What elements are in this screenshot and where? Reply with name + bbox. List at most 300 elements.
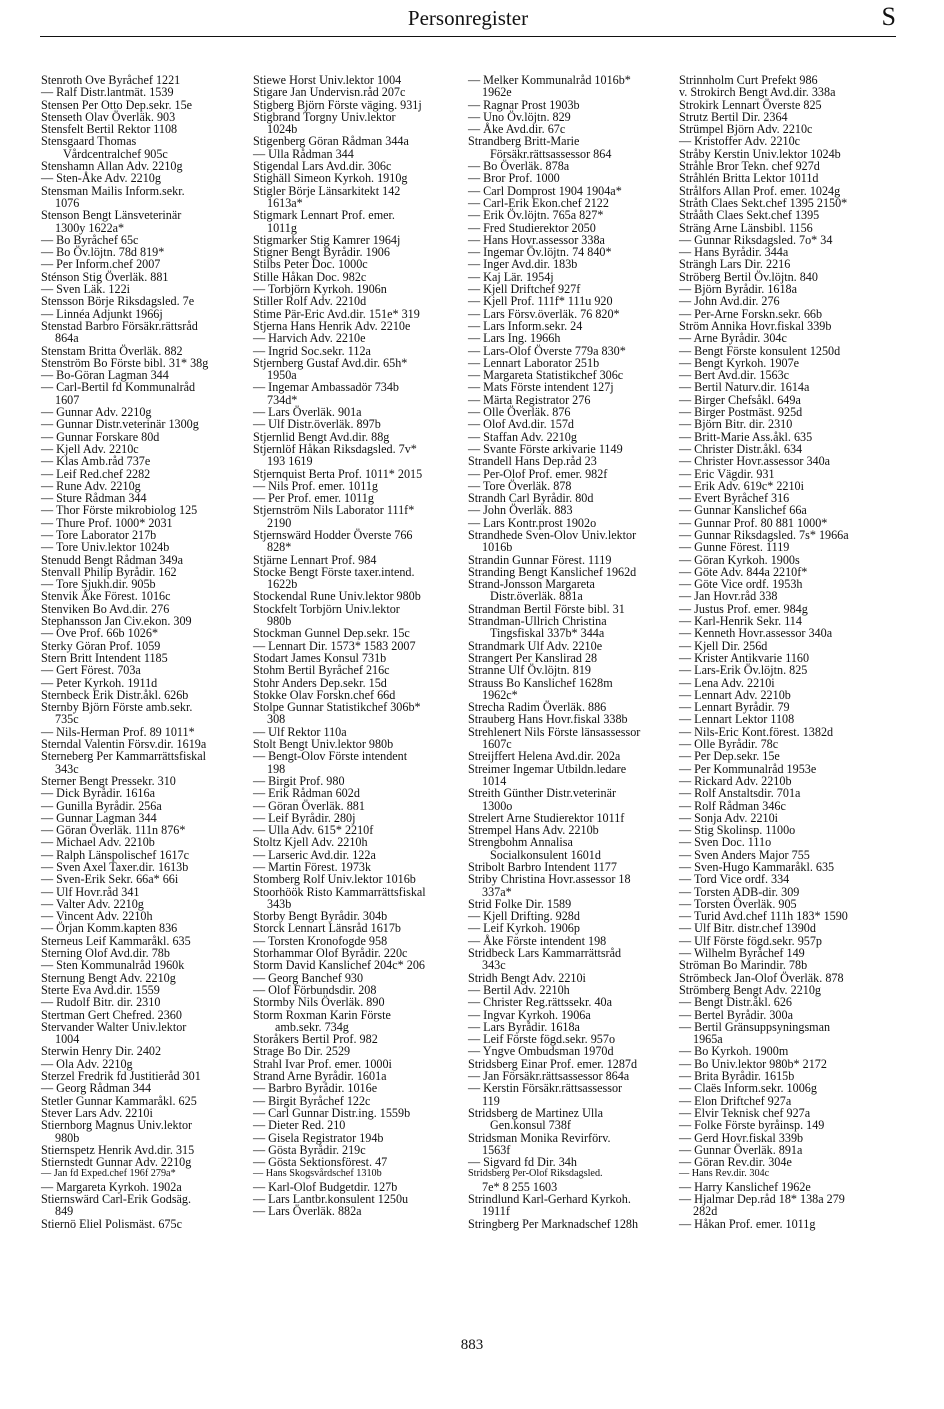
register-entry: Stigner Bengt Byrådir. 1906	[253, 245, 390, 260]
register-entry: Strandin Gunnar Förest. 1119	[468, 552, 612, 567]
register-entry: Streith Günther Distr.veterinär	[468, 786, 617, 801]
register-entry: — Sven Läk. 122i	[41, 282, 131, 297]
register-entry: Ström Annika Hovr.fiskal 339b	[679, 318, 832, 333]
register-entry: — Larseric Avd.dir. 122a	[253, 847, 376, 862]
register-entry: — Staffan Adv. 2210g	[468, 429, 577, 444]
register-entry: — Björn Bitr. dir. 2310	[679, 417, 793, 432]
register-entry: Sternbeck Erik Distr.åkl. 626b	[41, 687, 189, 702]
register-entry: Stolt Bengt Univ.lektor 980b	[253, 737, 394, 752]
register-entry: — Svante Förste arkivarie 1149	[468, 441, 623, 456]
register-entry: Sténson Stig Överläk. 881	[41, 269, 169, 284]
register-entry: Stigler Börje Länsarkitekt 142	[253, 183, 401, 198]
register-entry: — Gunnar Forskare 80d	[41, 429, 160, 444]
register-entry: — Birger Postmäst. 925d	[679, 405, 803, 420]
register-entry: — Leif Red.chef 2282	[41, 466, 151, 481]
register-entry: — Tore Univ.lektor 1024b	[41, 540, 170, 555]
register-entry: amb.sekr. 734g	[275, 1019, 349, 1034]
register-entry: Strümpel Björn Adv. 2210c	[679, 122, 813, 137]
register-entry: — Lennart Adv. 2210b	[679, 687, 791, 702]
register-entry: Stilbs Peter Doc. 1000c	[253, 257, 368, 272]
register-entry: — Ulf Hovr.råd 341	[41, 884, 140, 899]
register-entry: Stervander Walter Univ.lektor	[41, 1019, 187, 1034]
register-entry: Stråth Claes Sekt.chef 1395 2150*	[679, 195, 848, 210]
register-entry: — Gunnar Riksdagsled. 7o* 34	[679, 232, 833, 247]
register-entry: 1607c	[482, 737, 512, 752]
register-entry: Stråhle Bror Tekn. chef 927d	[679, 159, 820, 174]
register-entry: — Lennart Byrådir. 79	[679, 700, 790, 715]
register-entry: 734d*	[267, 392, 298, 407]
register-entry: — Lars Kontr.prost 1902o	[468, 515, 597, 530]
register-entry: v. Strokirch Bengt Avd.dir. 338a	[679, 85, 836, 100]
register-entry: 1014	[482, 773, 507, 788]
register-entry: Stolpe Gunnar Statistikchef 306b*	[253, 700, 421, 715]
register-entry: — Leif Förste fögd.sekr. 957o	[468, 1032, 616, 1047]
register-entry: Stridsberg Einar Prof. emer. 1287d	[468, 1056, 638, 1071]
register-entry: — Ulf Förste fögd.sekr. 957p	[679, 933, 822, 948]
register-entry: — Gunnar Adv. 2210g	[41, 405, 152, 420]
register-entry: — Nils Prof. emer. 1011g	[253, 478, 378, 493]
register-entry: — Bo Univ.lektor 980b* 2172	[679, 1056, 827, 1071]
register-entry: Ströman Bo Marindir. 78b	[679, 958, 808, 973]
register-entry: — Eric Vägdir. 931	[679, 466, 775, 481]
register-entry: Strecha Radim Överläk. 886	[468, 700, 607, 715]
register-entry: — Lars-Olof Överste 779a 830*	[468, 343, 626, 358]
register-entry: Strutz Bertil Dir. 2364	[679, 109, 788, 124]
register-entry: Sterwin Henry Dir. 2402	[41, 1044, 162, 1059]
register-entry: — Gunnar Kanslichef 66a	[679, 503, 807, 518]
register-entry: Striby Christina Hovr.assessor 18	[468, 872, 631, 887]
register-entry: 980b	[267, 614, 292, 629]
register-entry: Stridsberg Per-Olof Riksdagsled.	[468, 1168, 603, 1180]
register-entry: Stensfelt Bertil Rektor 1108	[41, 122, 178, 137]
register-entry: Stenviken Bo Avd.dir. 276	[41, 601, 170, 616]
register-entry: — Sven Axel Taxer.dir. 1613b	[41, 860, 189, 874]
register-entry: 1300o	[482, 798, 513, 813]
register-entry: Stighäll Simeon Kyrkoh. 1910g	[253, 171, 408, 186]
register-entry: — Yngve Ombudsman 1970d	[468, 1044, 614, 1059]
register-entry: — Gunnar Prof. 80 881 1000*	[679, 515, 828, 530]
register-entry: — Georg Rådman 344	[41, 1081, 152, 1096]
register-entry: Stigmarker Stig Kamrer 1964j	[253, 232, 401, 247]
register-entry: Strand-Jonsson Margareta	[468, 577, 595, 592]
register-entry: — Hans Hovr.assessor 338a	[468, 232, 605, 247]
register-entry: Stohr Anders Dep.sekr. 15d	[253, 675, 387, 690]
register-entry: Stever Lars Adv. 2210i	[41, 1105, 153, 1120]
register-entry: — Bo-Göran Lagman 344	[41, 368, 169, 383]
register-entry: — Sten-Åke Adv. 2210g	[41, 171, 161, 186]
register-entry: 1004	[55, 1032, 80, 1047]
register-entry: Strokirk Lennart Överste 825	[679, 97, 822, 112]
register-entry: — Ulf Bitr. distr.chef 1390d	[679, 921, 816, 936]
register-entry: 1024b	[267, 122, 298, 137]
column-4	[679, 74, 889, 1230]
register-entry: Stensen Per Otto Dep.sekr. 15e	[41, 97, 193, 112]
register-entry: Stringberg Per Marknadschef 128h	[468, 1216, 639, 1231]
register-entry: Stetler Gunnar Kammaråkl. 625	[41, 1093, 197, 1108]
register-entry: Stiernstedt Gunnar Adv. 2210g	[41, 1155, 192, 1170]
register-entry: 980b	[55, 1130, 80, 1145]
register-entry: Stodart James Konsul 731b	[253, 650, 387, 665]
register-entry: — Sven-Erik Sekr. 66a* 66i	[41, 872, 179, 887]
register-entry: — Wilhelm Byråchef 149	[679, 946, 805, 961]
page-number: 883	[460, 1337, 484, 1353]
register-entry: — John Överläk. 883	[468, 503, 573, 518]
register-entry: Sterndal Valentin Försv.dir. 1619a	[41, 737, 207, 752]
register-entry: Strandberg Britt-Marie	[468, 134, 580, 149]
register-entry: 1016b	[482, 540, 513, 555]
register-entry: — Kerstin Försäkr.rättsassessor	[468, 1081, 623, 1096]
register-entry: — Claës Inform.sekr. 1006g	[679, 1081, 817, 1096]
register-entry: Strandman-Ullrich Christina	[468, 614, 607, 629]
register-entry: Stribolt Barbro Intendent 1177	[468, 860, 617, 874]
register-entry: — Bengt Förste konsulent 1250d	[679, 343, 841, 358]
register-entry: Strindlund Karl-Gerhard Kyrkoh.	[468, 1192, 631, 1207]
register-entry: Strelert Arne Studierektor 1011f	[468, 810, 625, 825]
register-entry: Försäkr.rättsassessor 864	[490, 146, 612, 161]
register-entry: — Sven Anders Major 755	[679, 847, 810, 862]
register-entry: Strengbohm Annalisa	[468, 835, 573, 850]
register-entry: — Bo Överläk. 878a	[468, 159, 570, 174]
register-entry: Stoltz Kjell Adv. 2210h	[253, 835, 368, 850]
register-entry: Distr.överläk. 881a	[490, 589, 583, 604]
register-entry: Stjernberg Gustaf Avd.dir. 65h*	[253, 355, 408, 370]
register-entry: Stensgaard Thomas	[41, 134, 137, 149]
register-entry: — Olle Överläk. 876	[468, 405, 571, 420]
register-entry: — Karl-Henrik Sekr. 114	[679, 614, 802, 629]
register-entry: — Örjan Komm.kapten 836	[41, 921, 178, 936]
register-entry: Sterte Eva Avd.dir. 1559	[41, 982, 160, 997]
register-entry: — Martin Förest. 1973k	[253, 860, 372, 874]
register-entry: — Bengt Distr.åkl. 626	[679, 995, 792, 1010]
register-entry: Stranne Ulf Öv.löjtn. 819	[468, 663, 591, 678]
register-entry: — Sven-Hugo Kammaråkl. 635	[679, 860, 835, 874]
register-entry: Strandh Carl Byrådir. 80d	[468, 491, 594, 506]
register-entry: Stridh Bengt Adv. 2210i	[468, 970, 586, 985]
register-entry: — Gösta Sektionsförest. 47	[253, 1155, 388, 1170]
register-entry: — Bertil Gränsuppsyningsman	[679, 1019, 831, 1034]
register-entry: Storm Roxman Karin Förste	[253, 1007, 391, 1022]
register-entry: — Sten Kommunalråd 1960k	[41, 958, 185, 973]
register-entry: — Erik Öv.löjtn. 765a 827*	[468, 208, 604, 223]
register-entry: Strangert Per Kanslirad 28	[468, 650, 598, 665]
register-entry: — Fred Studierektor 2050	[468, 220, 596, 235]
register-entry: — Krister Antikvarie 1160	[679, 650, 810, 665]
register-entry: — Torsten Kronofogde 958	[253, 933, 388, 948]
register-entry: — Bertil Naturv.dir. 1614a	[679, 380, 810, 395]
register-entry: — Turid Avd.chef 111h 183* 1590	[679, 909, 848, 924]
register-entry: 119	[482, 1093, 500, 1108]
register-entry: Sträng Arne Länsbibl. 1156	[679, 220, 813, 235]
register-entry: — Elvir Teknisk chef 927a	[679, 1105, 811, 1120]
register-entry: 343c	[482, 958, 506, 973]
register-entry: Stranding Bengt Kanslichef 1962d	[468, 564, 637, 579]
register-entry: — Linnéa Adjunkt 1966j	[41, 306, 163, 321]
register-entry: Stigberg Björn Förste väging. 931j	[253, 97, 422, 112]
register-entry: — Hans Rev.dir. 304c	[679, 1168, 770, 1180]
register-entry: Stjernswärd Hodder Överste 766	[253, 527, 413, 542]
register-entry: — Lars Överläk. 882a	[253, 1204, 362, 1219]
register-entry: — Thure Prof. 1000* 2031	[41, 515, 173, 530]
register-entry: — Björn Byrådir. 1618a	[679, 282, 798, 297]
register-entry: — Gunilla Byrådir. 256a	[41, 798, 162, 813]
register-entry: — Christer Distr.åkl. 634	[679, 441, 803, 456]
register-entry: 1950a	[267, 368, 297, 383]
register-entry: — Bert Avd.dir. 1563c	[679, 368, 790, 383]
register-entry: — Christer Hovr.assessor 340a	[679, 454, 831, 469]
register-entry: Sternby Björn Förste amb.sekr.	[41, 700, 193, 715]
register-entry: Stenström Bo Förste bibl. 31* 38g	[41, 355, 209, 370]
register-entry: — Per Prof. emer. 1011g	[253, 491, 374, 506]
register-entry: — Torsten ADB-dir. 309	[679, 884, 800, 899]
register-entry: Strandmark Ulf Adv. 2210e	[468, 638, 603, 653]
register-entry: 2190	[267, 515, 292, 530]
register-entry: Stephansson Jan Civ.ekon. 309	[41, 614, 192, 629]
column-1	[41, 74, 251, 1230]
register-entry: — Åke Förste intendent 198	[468, 933, 607, 948]
register-entry: — Sven Doc. 111o	[679, 835, 772, 850]
register-entry: Strandman Bertil Förste bibl. 31	[468, 601, 625, 616]
register-entry: Strandhede Sven-Olov Univ.lektor	[468, 527, 637, 542]
register-entry: — Göran Kyrkoh. 1900s	[679, 552, 800, 567]
register-entry: — Lena Adv. 2210i	[679, 675, 775, 690]
register-entry: Stenstad Barbro Försäkr.rättsråd	[41, 318, 198, 333]
register-entry: — Lennart Lektor 1108	[679, 712, 795, 727]
register-entry: — Ragnar Prost 1903b	[468, 97, 580, 112]
register-entry: — Nils-Eric Kont.förest. 1382d	[679, 724, 834, 739]
register-entry: Stigare Jan Undervisn.råd 207c	[253, 85, 406, 100]
register-entry: — Kenneth Hovr.assessor 340a	[679, 626, 833, 641]
register-entry: Sterning Olof Avd.dir. 78b	[41, 946, 170, 961]
register-entry: Strandell Hans Dep.råd 23	[468, 454, 597, 469]
register-entry: Stigmark Lennart Prof. emer.	[253, 208, 395, 223]
register-entry: — Peter Kyrkoh. 1911d	[41, 675, 158, 690]
register-entry: Strauberg Hans Hovr.fiskal 338b	[468, 712, 628, 727]
register-entry: — Bengt Kyrkoh. 1907e	[679, 355, 800, 370]
register-entry: Strängh Lars Dir. 2216	[679, 257, 791, 272]
register-entry: — Ingvar Kyrkoh. 1906a	[468, 1007, 591, 1022]
register-entry: Stråby Kerstin Univ.lektor 1024b	[679, 146, 841, 161]
register-entry: — Per Dep.sekr. 15e	[679, 749, 780, 764]
register-entry: — Elon Driftchef 927a	[679, 1093, 792, 1108]
register-entry: — Sture Rådman 344	[41, 491, 147, 506]
register-entry: Stenshamn Allan Adv. 2210g	[41, 159, 183, 174]
register-entry: 864a	[55, 331, 79, 346]
register-entry: Stenstam Britta Överläk. 882	[41, 343, 183, 358]
register-entry: — Åke Avd.dir. 67c	[468, 122, 566, 137]
column-2	[253, 74, 463, 1218]
register-entry: Strauss Bo Kanslichef 1628m	[468, 675, 613, 690]
register-entry: — Gunnar Lagman 344	[41, 810, 157, 825]
register-entry: Stigendal Lars Avd.dir. 306c	[253, 159, 392, 174]
register-entry: Stenudd Bengt Rådman 349a	[41, 552, 183, 567]
page-header	[40, 0, 896, 40]
register-entry: 198	[267, 761, 286, 776]
register-entry: Stigbrand Torgny Univ.lektor	[253, 109, 396, 124]
register-entry: Stockman Gunnel Dep.sekr. 15c	[253, 626, 410, 641]
register-entry: 1607	[55, 392, 80, 407]
register-entry: — Kjell Drifting. 928d	[468, 909, 580, 924]
register-entry: — Håkan Prof. emer. 1011g	[679, 1216, 816, 1231]
register-entry: 1965a	[693, 1032, 723, 1047]
register-entry: Stokke Olav Forskn.chef 66d	[253, 687, 396, 702]
register-entry: Ströberg Bertil Öv.löjtn. 840	[679, 269, 818, 284]
register-entry: Strååth Claes Sekt.chef 1395	[679, 208, 820, 223]
register-entry: — Ralf Distr.lantmät. 1539	[41, 85, 174, 100]
register-entry: — Bertel Byrådir. 300a	[679, 1007, 793, 1022]
register-entry: — Tord Vice ordf. 334	[679, 872, 790, 887]
register-entry: Stjärne Lennart Prof. 984	[253, 552, 377, 567]
page-title: Personregister	[407, 6, 529, 30]
register-entry: — Sigvard fd Dir. 34h	[468, 1155, 577, 1170]
register-entry: — Ingemar Ambassadör 734b	[253, 380, 399, 395]
register-entry: — Leif Byrådir. 280j	[253, 810, 356, 825]
register-entry: — Ralph Länspolischef 1617c	[41, 847, 190, 862]
register-entry: Strålfors Allan Prof. emer. 1024g	[679, 183, 841, 198]
register-entry: Sterky Göran Prof. 1059	[41, 638, 161, 653]
register-entry: — Rune Adv. 2210g	[41, 478, 141, 493]
register-entry: — Göran Överläk. 111n 876*	[41, 823, 186, 838]
register-entry: — Kristoffer Adv. 2210c	[679, 134, 801, 149]
register-entry: 1563f	[482, 1142, 511, 1157]
register-entry: — Lennart Dir. 1573* 1583 2007	[253, 638, 416, 653]
register-entry: — Bror Prof. 1000	[468, 171, 560, 186]
register-entry: — Georg Banchef 930	[253, 970, 364, 985]
register-entry: — Olof Avd.dir. 157d	[468, 417, 575, 432]
register-entry: 1613a*	[267, 195, 303, 210]
register-entry: — Göran Rev.dir. 304e	[679, 1155, 792, 1170]
register-entry: Stjerna Hans Henrik Adv. 2210e	[253, 318, 411, 333]
register-entry: — Per-Arne Forskn.sekr. 66b	[679, 306, 823, 321]
register-entry: — Gerd Hovr.fiskal 339b	[679, 1130, 804, 1145]
register-entry: — Lars Ing. 1966h	[468, 331, 561, 346]
register-entry: — Thor Förste mikrobiolog 125	[41, 503, 198, 518]
register-entry: — Inger Avd.dir. 183b	[468, 257, 578, 272]
register-entry: 828*	[267, 540, 292, 555]
register-entry: — Per Inform.chef 2007	[41, 257, 161, 272]
register-entry: — Ulf Rektor 110a	[253, 724, 347, 739]
register-entry: — Michael Adv. 2210b	[41, 835, 155, 850]
register-entry: Storby Bengt Byrådir. 304b	[253, 909, 388, 924]
register-entry: Stomberg Rolf Univ.lektor 1016b	[253, 872, 416, 887]
register-entry: — Birgit Byråchef 122c	[253, 1093, 371, 1108]
register-entry: — Lars Försv.överläk. 76 820*	[468, 306, 620, 321]
register-entry: Stiernö Eliel Polismäst. 675c	[41, 1216, 182, 1231]
register-entry: 1962c*	[482, 687, 518, 702]
register-entry: Socialkonsulent 1601d	[490, 847, 601, 862]
register-entry: Stenroth Ove Byråchef 1221	[41, 73, 181, 87]
register-entry: Stockendal Rune Univ.lektor 980b	[253, 589, 421, 604]
register-entry: Stiewe Horst Univ.lektor 1004	[253, 73, 402, 87]
register-entry: Stocke Bengt Förste taxer.intend.	[253, 564, 415, 579]
register-entry: — Harry Kanslichef 1962e	[679, 1179, 811, 1194]
register-entry: 1622b	[267, 577, 298, 592]
register-entry: Storm David Kanslichef 204c* 206	[253, 958, 425, 973]
register-entry: Streijffert Helena Avd.dir. 202a	[468, 749, 621, 764]
register-entry: — Jan Hovr.råd 338	[679, 589, 778, 604]
register-entry: — Sonja Adv. 2210i	[679, 810, 779, 825]
register-entry: — Evert Byråchef 316	[679, 491, 790, 506]
register-entry: — Klas Amb.råd 737e	[41, 454, 151, 469]
register-entry: — Gunnar Distr.veterinär 1300g	[41, 417, 199, 432]
register-entry: — Lars Överläk. 901a	[253, 405, 362, 420]
register-entry: — Brita Byrådir. 1615b	[679, 1069, 795, 1084]
register-entry: Stigenberg Göran Rådman 344a	[253, 134, 409, 149]
register-entry: — Carl-Erik Ekon.chef 2122	[468, 195, 609, 210]
register-entry: — Lars Byrådir. 1618a	[468, 1019, 580, 1034]
register-entry: — Mats Förste intendent 127j	[468, 380, 614, 395]
register-entry: Stormby Nils Överläk. 890	[253, 995, 385, 1010]
register-entry: Stern Britt Intendent 1185	[41, 650, 168, 665]
register-entry: — Harvich Adv. 2210e	[253, 331, 366, 346]
register-entry: — Olof Förbundsdir. 208	[253, 982, 377, 997]
register-entry: — Göte Vice ordf. 1953h	[679, 577, 803, 592]
register-entry: — Ingemar Öv.löjtn. 74 840*	[468, 245, 612, 260]
register-entry: Stensson Börje Riksdagsled. 7e	[41, 294, 195, 309]
register-entry: 735c	[55, 712, 79, 727]
register-entry: Strahl Ivar Prof. emer. 1000i	[253, 1056, 392, 1071]
register-entry: 849	[55, 1204, 74, 1219]
register-entry: Stertman Gert Chefred. 2360	[41, 1007, 182, 1022]
register-entry: — Lars Lantbr.konsulent 1250u	[253, 1192, 409, 1207]
register-entry: Strömbeck Jan-Olof Överläk. 878	[679, 970, 844, 985]
register-entry: — Arne Byrådir. 304c	[679, 331, 787, 346]
register-entry: — Torsten Överläk. 905	[679, 896, 797, 911]
register-entry: Sterner Bengt Pressekr. 310	[41, 773, 176, 788]
register-entry: — Ingrid Soc.sekr. 112a	[253, 343, 371, 358]
register-entry: — Birger Chefsåkl. 649a	[679, 392, 801, 407]
register-entry: Stiernswärd Carl-Erik Godsäg.	[41, 1192, 192, 1207]
register-entry: Sternung Bengt Adv. 2210g	[41, 970, 176, 985]
register-entry: — Stig Skolinsp. 1100o	[679, 823, 796, 838]
register-entry: — Torbjörn Kyrkoh. 1906n	[253, 282, 387, 297]
register-entry: 7e* 8 255 1603	[482, 1179, 558, 1194]
register-entry: — Gert Förest. 703a	[41, 663, 141, 678]
register-entry: — Ulla Adv. 615* 2210f	[253, 823, 374, 838]
register-entry: — Erik Rådman 602d	[253, 786, 360, 801]
register-entry: Streimer Ingemar Utbildn.ledare	[468, 761, 627, 776]
register-entry: — Uno Öv.löjtn. 829	[468, 109, 571, 124]
header-rule	[40, 36, 896, 37]
register-entry: Vårdcentralchef 905c	[63, 146, 168, 161]
register-entry: Strinnholm Curt Prefekt 986	[679, 73, 818, 87]
register-entry: Gen.konsul 738f	[490, 1118, 571, 1133]
register-entry: — Rickard Adv. 2210b	[679, 773, 792, 788]
register-entry: Stjernström Nils Laborator 111f*	[253, 503, 415, 518]
register-entry: — Kjell Dir. 256d	[679, 638, 768, 653]
register-entry: — Per-Olof Prof. emer. 982f	[468, 466, 608, 481]
register-entry: — Jan Försäkr.rättsassessor 864a	[468, 1069, 630, 1084]
register-entry: — Dick Byrådir. 1616a	[41, 786, 155, 801]
register-entry: Stenvall Philip Byrådir. 162	[41, 564, 177, 579]
register-entry: — Christer Reg.rättssekr. 40a	[468, 995, 612, 1010]
register-entry: Strehlenert Nils Förste länsassessor	[468, 724, 641, 739]
section-letter: S	[881, 2, 896, 31]
register-entry: 308	[267, 712, 286, 727]
register-entry: — Rolf Anstaltsdir. 701a	[679, 786, 801, 801]
register-entry: — Märta Registrator 276	[468, 392, 591, 407]
register-entry: — Carl Domprost 1904 1904a*	[468, 183, 622, 198]
register-entry: 1911f	[482, 1204, 510, 1219]
register-entry: — Ola Adv. 2210g	[41, 1056, 133, 1071]
register-entry: — Lennart Laborator 251b	[468, 355, 600, 370]
register-entry: Tingsfiskal 337b* 344a	[490, 626, 605, 641]
register-entry: Strempel Hans Adv. 2210b	[468, 823, 599, 838]
register-entry: — Rolf Rådman 346c	[679, 798, 786, 813]
register-entry: Stiller Rolf Adv. 2210d	[253, 294, 367, 309]
register-entry: — Leif Kyrkoh. 1906p	[468, 921, 580, 936]
register-entry: Stridbeck Lars Kammarrättsråd	[468, 946, 622, 961]
register-entry: — Hans Byrådir. 344a	[679, 245, 789, 260]
